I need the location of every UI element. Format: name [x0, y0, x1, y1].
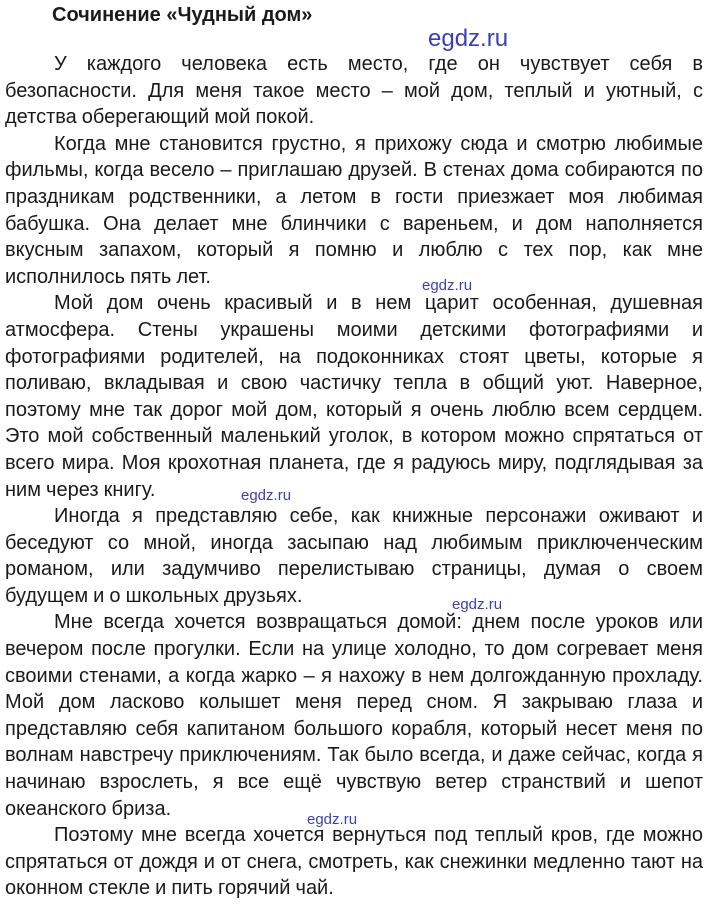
paragraph-3: Мой дом очень красивый и в нем царит особенная, душевная атмосфера. Стены украшены моими детскими фотографиями и фотографиями родителей, на подоконниках стоят цветы, которые я поливаю, вкладывая и свою частичку тепла в общий уют. Наверное, поэтому мне так дорог мой дом, который я очень люблю всем сердцем. Это мой собственный маленький уголок, в котором можно спрятаться от всего мира. Моя крохотная планета, где я радуюсь миру, подглядывая за ним через книгу. — [5, 292, 703, 501]
paragraph-4: Иногда я представляю себе, как книжные персонажи оживают и беседуют со мной, иногда засыпаю над любимым приключенческим романом, или задумчиво перелистываю страницы, думая о своем будущем и о школьных друзьях. — [5, 505, 703, 607]
watermark-2: egdz.ru — [241, 487, 292, 504]
paragraph-5: Мне всегда хочется возвращаться домой: днем после уроков или вечером после прогулки. Если на улице холодно, то дом согревает меня своими стенами, а когда жарко – я нахожу в нем долгожданную прохладу. Мой дом ласково колышет меня перед сном. Я закрываю глаза и представляю себя капитаном большого корабля, который несет меня по волнам навстречу приключениям. Так было всегда, и даже сейчас, когда я начинаю взрослеть, я все ещё чувствую ветер странствий и шепот океанского бриза. — [5, 611, 703, 820]
watermark-3: egdz.ru — [452, 596, 503, 613]
paragraph-1: У каждого человека есть место, где он чувствует себя в безопасности. Для меня такое место – мой дом, теплый и уютный, с детства оберегающий мой покой. — [5, 53, 703, 129]
watermark-4: egdz.ru — [307, 811, 358, 828]
paragraph-2: Когда мне становится грустно, я прихожу сюда и смотрю любимые фильмы, когда весело – приглашаю друзей. В стенах дома собираются по праздникам родственники, а летом в гости приезжает моя любимая бабушка. Она делает мне блинчики с вареньем, и дом наполняется вкусным запахом, который я помню и люблю с тех пор, как мне исполнилось пять лет. — [5, 132, 703, 288]
essay-body — [5, 51, 703, 902]
watermark-1: egdz.ru — [422, 277, 473, 294]
watermark-top: egdz.ru — [428, 25, 509, 52]
document-title: Сочинение «Чудный дом» — [52, 4, 313, 26]
paragraph-6: Поэтому мне всегда хочется вернуться под теплый кров, где можно спрятаться от дождя и от снега, смотреть, как снежинки медленно тают на оконном стекле и пить горячий чай. — [5, 824, 703, 900]
